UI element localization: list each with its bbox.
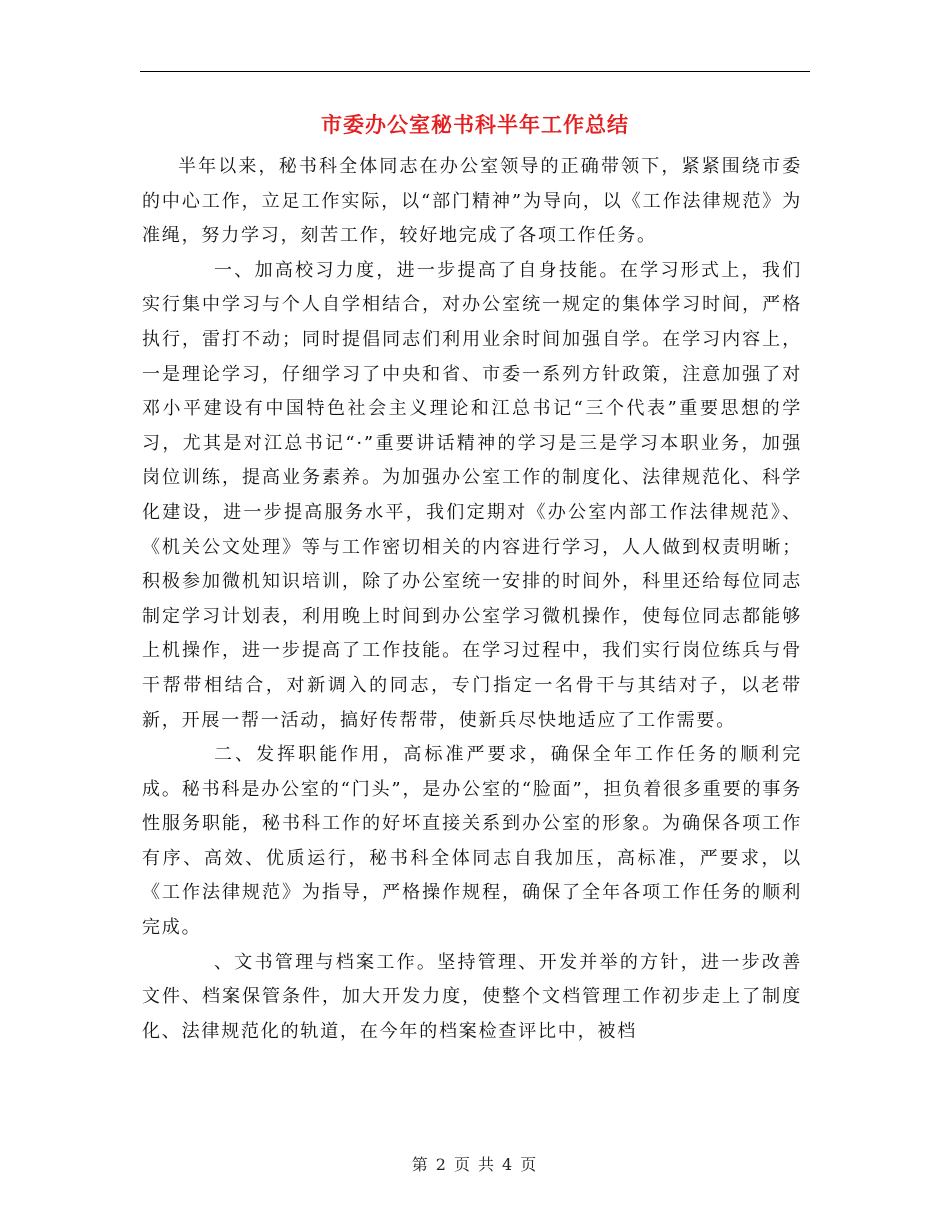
paragraph-section-two: 二、发挥职能作用，高标准严要求，确保全年工作任务的顺利完成。秘书科是办公室的“门头”，是办公室的“脸面”，担负着很多重要的事务性服务职能，秘书科工作的好坏直接关系到办公室的形象。为确保各项工作有序、高效、优质运行，秘书科全体同志自我加压，高标准，严要求，以《工作法律规范》为指导，严格操作规程，确保了全年各项工作任务的顺利完成。	[142, 744, 802, 939]
document-title: 市委办公室秘书科半年工作总结	[321, 113, 629, 137]
paragraph-section-one: 一、加高校习力度，进一步提高了自身技能。在学习形式上，我们实行集中学习与个人自学相结合，对办公室统一规定的集体学习时间，严格执行，雷打不动；同时提倡同志们利用业余时间加强自学。在学习内容上，一是理论学习，仔细学习了中央和省、市委一系列方针政策，注意加强了对邓小平建设有中国特色社会主义理论和江总书记“三个代表”重要思想的学习，尤其是对江总书记“·”重要讲话精神的学习是三是学习本职业务，加强岗位训练，提高业务素养。为加强办公室工作的制度化、法律规范化、科学化建设，进一步提高服务水平，我们定期对《办公室内部工作法律规范》、《机关公文处理》等与工作密切相关的内容进行学习，人人做到权责明晰；积极参加微机知识培训，除了办公室统一安排的时间外，科里还给每位同志制定学习计划表，利用晚上时间到办公室学习微机操作，使每位同志都能够上机操作，进一步提高了工作技能。在学习过程中，我们实行岗位练兵与骨干帮带相结合，对新调入的同志，专门指定一名骨干与其结对子，以老带新，开展一帮一活动，搞好传帮带，使新兵尽快地适应了工作需要。	[142, 259, 802, 731]
footer-current-page: 2	[435, 1155, 448, 1174]
footer-page-word: 页	[453, 1155, 472, 1174]
footer-total-pages: 4	[502, 1155, 515, 1174]
header-rule	[140, 71, 810, 72]
paragraph-document-management: 、文书管理与档案工作。坚持管理、开发并举的方针，进一步改善文件、档案保管条件，加大开发力度，使整个文档管理工作初步走上了制度化、法律规范化的轨道，在今年的档案检查评比中，被档	[142, 951, 802, 1042]
page-footer	[0, 1152, 950, 1175]
footer-prefix: 第	[411, 1155, 430, 1174]
footer-total-word: 共	[478, 1155, 497, 1174]
paragraph-intro: 半年以来，秘书科全体同志在办公室领导的正确带领下，紧紧围绕市委的中心工作，立足工作实际，以“部门精神”为导向，以《工作法律规范》为准绳，努力学习，刻苦工作，较好地完成了各项工作任务。	[142, 156, 802, 247]
document-body	[142, 150, 802, 1049]
footer-suffix: 页	[520, 1155, 539, 1174]
